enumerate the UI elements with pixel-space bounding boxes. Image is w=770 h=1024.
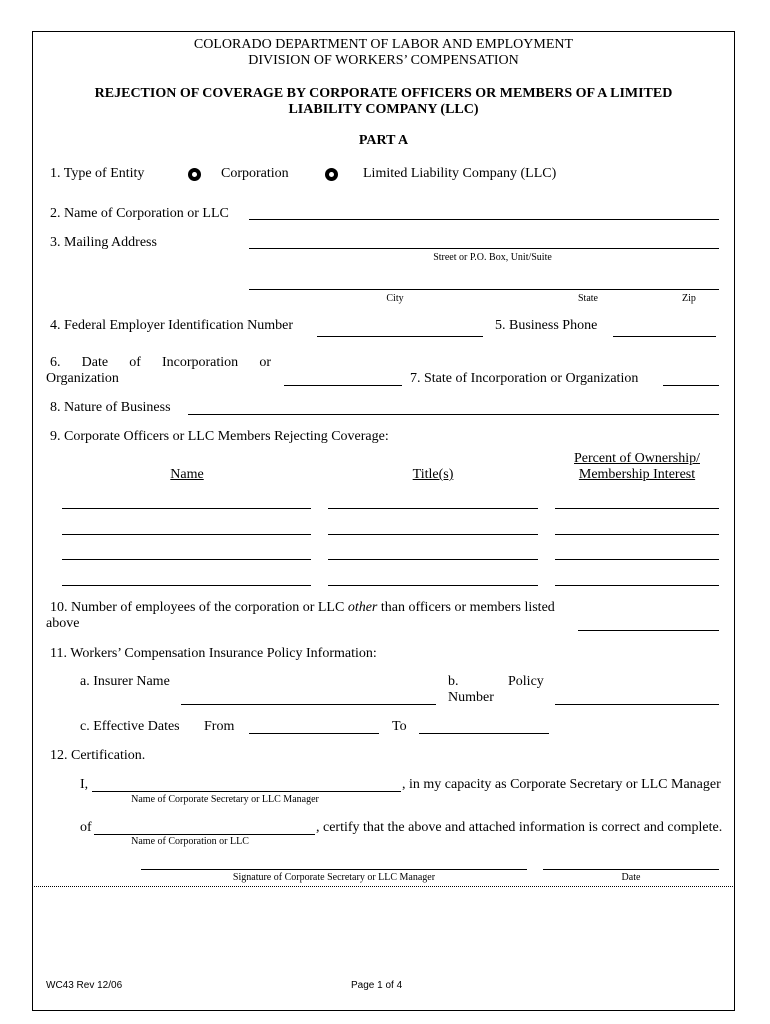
effective-from-field[interactable]: [249, 733, 379, 734]
street-caption: Street or P.O. Box, Unit/Suite: [433, 252, 552, 263]
cert-statement-text: , certify that the above and attached information is correct and complete.: [316, 820, 723, 835]
corporation-name-caption: Name of Corporation or LLC: [131, 836, 249, 847]
officer-name-field[interactable]: [62, 585, 311, 586]
state-caption: State: [578, 293, 598, 304]
officer-name-field[interactable]: [62, 559, 311, 560]
city-state-zip-field[interactable]: [249, 289, 719, 290]
column-header-name: Name: [170, 467, 204, 482]
zip-caption: Zip: [682, 293, 696, 304]
officer-percent-field[interactable]: [555, 559, 719, 560]
officer-title-field[interactable]: [328, 534, 538, 535]
insurer-name-field[interactable]: [181, 704, 436, 705]
incorporation-date-label: [50, 355, 271, 371]
incorporation-date-word: 6.: [50, 355, 61, 370]
part-label: PART A: [358, 133, 409, 148]
officer-percent-field[interactable]: [555, 585, 719, 586]
officer-name-field[interactable]: [62, 534, 311, 535]
column-header-percent-line2: Membership Interest: [578, 467, 696, 482]
incorporation-date-field[interactable]: [284, 385, 402, 386]
entity-name-field[interactable]: [249, 219, 719, 220]
division-name: DIVISION OF WORKERS’ COMPENSATION: [248, 53, 519, 68]
from-label: From: [204, 719, 235, 734]
incorporation-date-label-line2: Organization: [46, 371, 119, 386]
employees-label-text: than officers or members listed: [377, 600, 555, 615]
employees-label-emphasis: other: [347, 600, 378, 615]
secretary-name-caption: Name of Corporate Secretary or LLC Manager: [131, 794, 319, 805]
signature-field[interactable]: [141, 869, 527, 870]
corporation-radio[interactable]: [188, 168, 201, 181]
llc-radio[interactable]: [325, 168, 338, 181]
date-field[interactable]: [543, 869, 719, 870]
entity-type-label: 1. Type of Entity: [50, 166, 145, 181]
corporation-option-label: Corporation: [221, 166, 289, 181]
to-label: To: [392, 719, 407, 734]
employees-label-text: 10. Number of employees of the corporation or LLC: [50, 600, 348, 615]
agency-name: COLORADO DEPARTMENT OF LABOR AND EMPLOYMENT: [193, 37, 574, 52]
mailing-address-label: 3. Mailing Address: [50, 235, 157, 250]
officer-title-field[interactable]: [328, 508, 538, 509]
phone-label: 5. Business Phone: [495, 318, 598, 333]
street-field[interactable]: [249, 248, 719, 249]
policy-word-label: Policy: [508, 674, 544, 689]
effective-dates-label: c. Effective Dates: [80, 719, 180, 734]
employees-label-line2: above: [46, 616, 80, 631]
cert-i-label: I,: [80, 777, 89, 792]
policy-number-field[interactable]: [555, 704, 719, 705]
state-incorporation-field[interactable]: [663, 385, 719, 386]
incorporation-date-word: or: [259, 355, 271, 370]
fein-field[interactable]: [317, 336, 483, 337]
insurance-label: 11. Workers’ Compensation Insurance Policy Information:: [50, 646, 377, 661]
date-caption: Date: [621, 872, 641, 883]
officer-name-field[interactable]: [62, 508, 311, 509]
policy-b-label: b.: [448, 674, 459, 689]
state-incorporation-label: 7. State of Incorporation or Organization: [410, 371, 639, 386]
fein-label: 4. Federal Employer Identification Number: [50, 318, 293, 333]
nature-of-business-label: 8. Nature of Business: [50, 400, 171, 415]
officer-percent-field[interactable]: [555, 534, 719, 535]
form-id: WC43 Rev 12/06: [46, 980, 123, 991]
city-caption: City: [386, 293, 404, 304]
officer-title-field[interactable]: [328, 585, 538, 586]
incorporation-date-word: Date: [81, 355, 109, 370]
incorporation-date-word: Incorporation: [161, 355, 239, 370]
policy-number-label: Number: [448, 690, 494, 705]
page-number: Page 1 of 4: [351, 980, 403, 991]
employees-label: [50, 600, 555, 616]
employees-count-field[interactable]: [578, 630, 719, 631]
certification-label: 12. Certification.: [50, 748, 146, 763]
nature-of-business-field[interactable]: [188, 414, 719, 415]
corporation-name-cert-field[interactable]: [94, 834, 315, 835]
form-title-line1: REJECTION OF COVERAGE BY CORPORATE OFFICERS OR MEMBERS OF A LIMITED: [94, 86, 673, 101]
cert-capacity-text: , in my capacity as Corporate Secretary or LLC Manager: [402, 777, 721, 792]
incorporation-date-word: of: [129, 355, 141, 370]
officers-label: 9. Corporate Officers or LLC Members Rejecting Coverage:: [50, 429, 389, 444]
effective-to-field[interactable]: [419, 733, 549, 734]
signature-caption: Signature of Corporate Secretary or LLC Manager: [232, 872, 436, 883]
cert-of-label: of: [80, 820, 92, 835]
section-divider: [32, 886, 735, 887]
officer-percent-field[interactable]: [555, 508, 719, 509]
column-header-title: Title(s): [412, 467, 454, 482]
column-header-percent-line1: Percent of Ownership/: [574, 451, 700, 466]
officer-title-field[interactable]: [328, 559, 538, 560]
insurer-name-label: a. Insurer Name: [80, 674, 170, 689]
corporate-secretary-name-field[interactable]: [92, 791, 401, 792]
llc-option-label: Limited Liability Company (LLC): [363, 166, 557, 181]
entity-name-label: 2. Name of Corporation or LLC: [50, 206, 229, 221]
form-title-line2: LIABILITY COMPANY (LLC): [288, 102, 479, 117]
phone-field[interactable]: [613, 336, 716, 337]
